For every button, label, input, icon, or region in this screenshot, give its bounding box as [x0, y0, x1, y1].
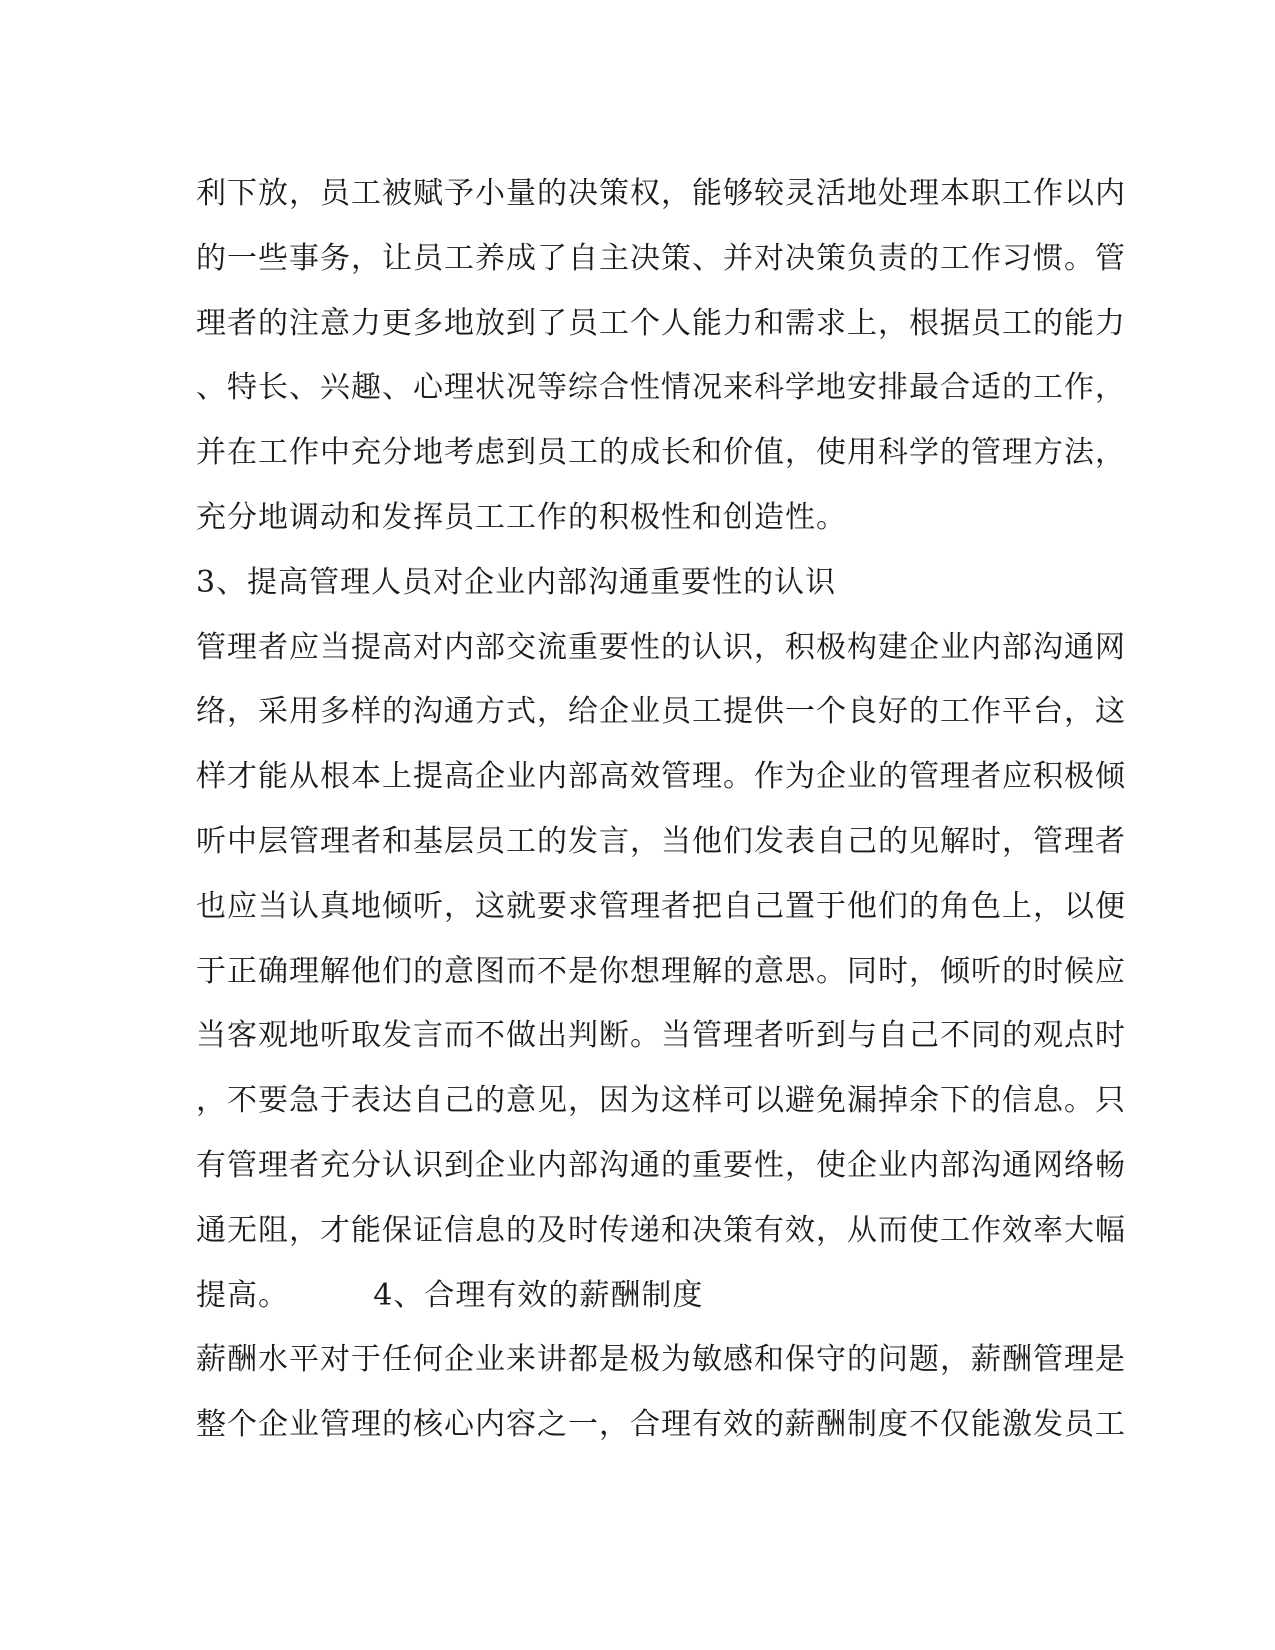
document-body [196, 162, 1126, 1458]
text-line-4: 、特长、兴趣、心理状况等综合性情况来科学地安排最合适的工作， [196, 370, 1126, 406]
text-line-15: ，不要急于表达自己的意见，因为这样可以避免漏掉余下的信息。只 [196, 1083, 1126, 1119]
text-line-10: 样才能从根本上提高企业内部高效管理。作为企业的管理者应积极倾 [196, 759, 1126, 795]
text-line-16: 有管理者充分认识到企业内部沟通的重要性，使企业内部沟通网络畅 [196, 1147, 1126, 1183]
section-heading-3: 3、提高管理人员对企业内部沟通重要性的认识 [196, 564, 837, 600]
text-line-11: 听中层管理者和基层员工的发言，当他们发表自己的见解时，管理者 [196, 823, 1126, 859]
text-line-9: 络，采用多样的沟通方式，给企业员工提供一个良好的工作平台，这 [196, 694, 1126, 730]
section-heading-4-line: 提高。 4、合理有效的薪酬制度 [196, 1277, 704, 1313]
text-line-17: 通无阻，才能保证信息的及时传递和决策有效，从而使工作效率大幅 [196, 1212, 1126, 1248]
text-line-14: 当客观地听取发言而不做出判断。当管理者听到与自己不同的观点时 [196, 1018, 1126, 1054]
text-line-8: 管理者应当提高对内部交流重要性的认识，积极构建企业内部沟通网 [196, 629, 1126, 665]
text-line-12: 也应当认真地倾听，这就要求管理者把自己置于他们的角色上，以便 [196, 888, 1126, 924]
text-line-20: 整个企业管理的核心内容之一，合理有效的薪酬制度不仅能激发员工 [196, 1407, 1126, 1443]
text-line-19: 薪酬水平对于任何企业来讲都是极为敏感和保守的问题，薪酬管理是 [196, 1342, 1126, 1378]
text-line-1: 利下放，员工被赋予小量的决策权，能够较灵活地处理本职工作以内 [196, 176, 1126, 211]
text-line-13: 于正确理解他们的意图而不是你想理解的意思。同时，倾听的时候应 [196, 953, 1126, 989]
text-line-2: 的一些事务，让员工养成了自主决策、并对决策负责的工作习惯。管 [196, 240, 1126, 276]
text-line-3: 理者的注意力更多地放到了员工个人能力和需求上，根据员工的能力 [196, 305, 1126, 341]
text-line-6: 充分地调动和发挥员工工作的积极性和创造性。 [196, 499, 847, 535]
text-line-5: 并在工作中充分地考虑到员工的成长和价值，使用科学的管理方法， [196, 435, 1126, 471]
